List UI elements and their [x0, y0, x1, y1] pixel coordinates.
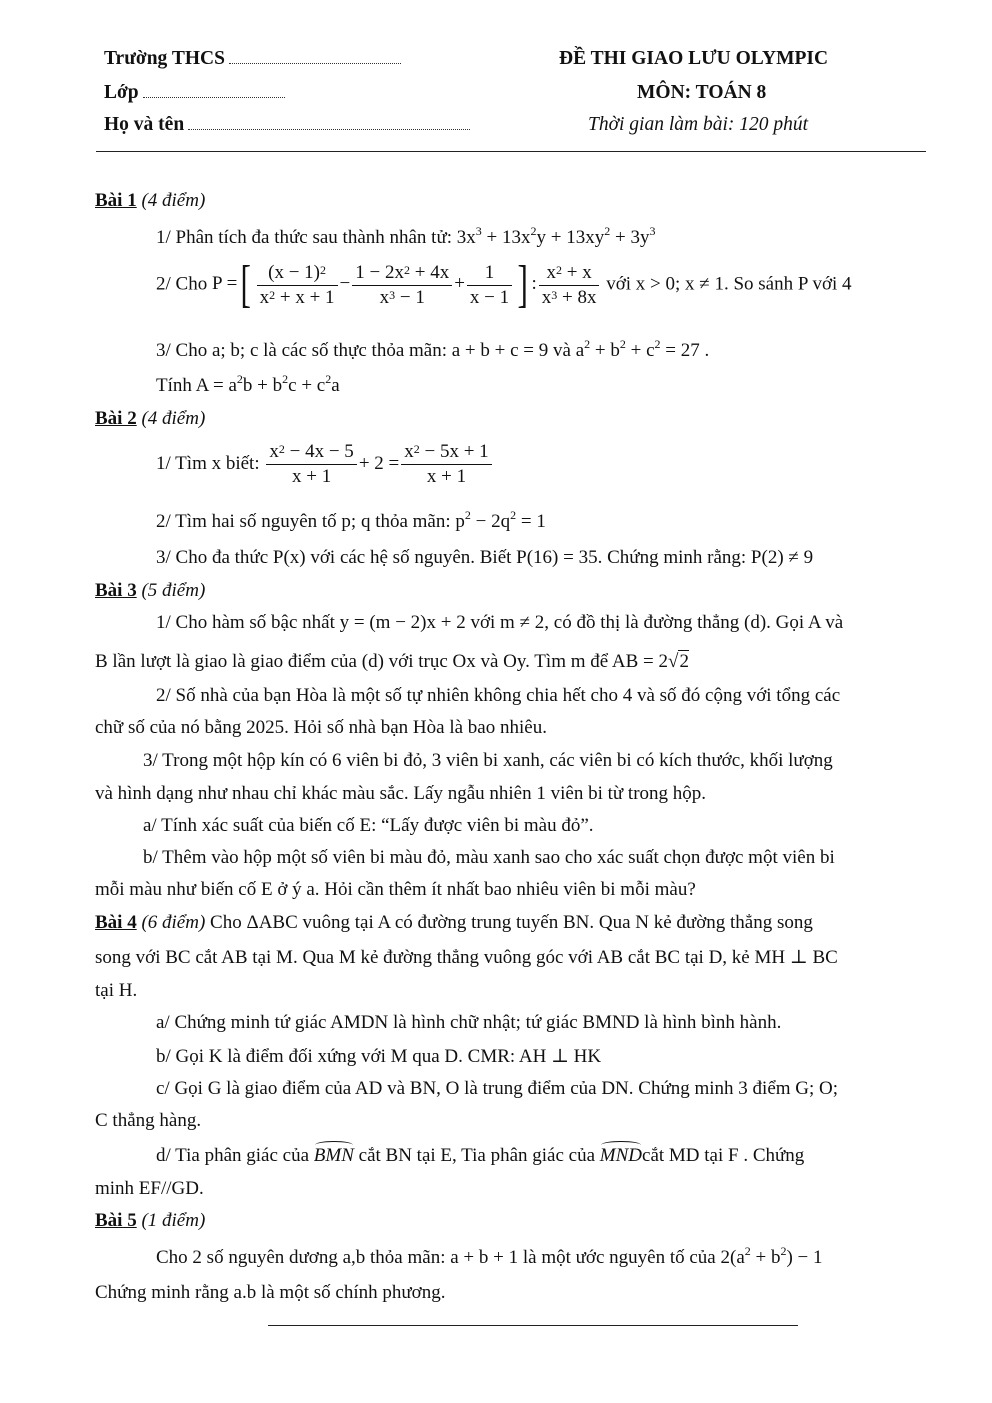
bai2-q1: 1/ Tìm x biết: $\frac{x^2 - 4x - 5}{x + 1}$ + 2 = $\frac{x^2 - 5x + 1}{x + 1}$	[156, 440, 494, 489]
bai3-q2-line1: 2/ Số nhà của bạn Hòa là một số tự nhiên không chia hết cho 4 và số đó cộng với tổng các	[156, 685, 841, 706]
name-blank	[188, 115, 470, 130]
bai4-qa: a/ Chứng minh tứ giác AMDN là hình chữ nhật; tứ giác BMND là hình bình hành.	[156, 1012, 782, 1033]
bai1-q1: 1/ Phân tích đa thức sau thành nhân tử: $3x^3 + 13x^2y + 13xy^2 + 3y^3$	[156, 224, 656, 248]
bai1-q1-expr: $3x^3 + 13x^2y + 13xy^2 + 3y^3$	[456, 224, 656, 248]
exam-title: ĐỀ THI GIAO LƯU OLYMPIC	[559, 48, 829, 69]
bai5-heading: Bài 5 (1 điểm)	[95, 1210, 206, 1231]
bai3-q2-line2: chữ số của nó bằng 2025. Hỏi số nhà bạn Hòa là bao nhiêu.	[95, 717, 547, 738]
school-field: Trường THCS	[104, 48, 401, 70]
bai4-qc-line1: c/ Gọi G là giao điểm của AD và BN, O là trung điểm của DN. Chứng minh 3 điểm G; O;	[156, 1078, 839, 1099]
bai1-heading: Bài 1 (4 điểm)	[95, 190, 206, 211]
bai5-line2: Chứng minh rằng a.b là một số chính phương.	[95, 1282, 446, 1303]
bai3-q3-line2: và hình dạng như nhau chỉ khác màu sắc. Lấy ngẫu nhiên 1 viên bi từ trong hộp.	[95, 783, 707, 804]
bai4-qb: b/ Gọi K là điểm đối xứng với M qua D. CMR: AH ⊥ HK	[156, 1046, 602, 1067]
bai4-line1: Bài 4 (6 điểm) Cho ΔABC vuông tại A có đường trung tuyến BN. Qua N kẻ đường thẳng song	[95, 912, 813, 933]
class-field: Lớp	[104, 82, 285, 104]
footer-divider	[268, 1325, 798, 1326]
bai4-qc-line2: C thẳng hàng.	[95, 1110, 202, 1131]
bai4-line3: tại H.	[95, 980, 138, 1001]
bai3-q1-line2: B lần lượt là giao là giao điểm của (d) với trục Ox và Oy. Tìm m để AB = 2√2	[95, 651, 689, 672]
angle-mnd: MND	[599, 1145, 643, 1166]
bai1-q2: 2/ Cho P =[ $\frac{(x - 1)^2}{x^2 + x + 1}$ − $\frac{1 - 2x^2 + 4x}{x^3 - 1}$ + $\frac{1}{x - 1}$ ] : $\frac{x^2 + x}{x^3 + 8x}$ với x > 0; x ≠ 1. So sánh P với 4	[156, 256, 852, 313]
bai1-q2-expr: P =[ $\frac{(x - 1)^2}{x^2 + x + 1}$ − $\frac{1 - 2x^2 + 4x}{x^3 - 1}$ + $\frac{1}{x - 1}$ ] : $\frac{x^2 + x}{x^3 + 8x}$	[212, 273, 602, 294]
bai3-heading: Bài 3 (5 điểm)	[95, 580, 206, 601]
bai2-q1-equation: $\frac{x^2 - 4x - 5}{x + 1}$ + 2 = $\frac{x^2 - 5x + 1}{x + 1}$	[264, 453, 493, 474]
subject: MÔN: TOÁN 8	[637, 82, 767, 103]
bai3-q3a: a/ Tính xác suất của biến cố E: “Lấy được viên bi màu đỏ”.	[143, 815, 594, 836]
bai4-qd-line1: d/ Tia phân giác của BMN cắt BN tại E, Tia phân giác của MNDcắt MD tại F . Chứng	[156, 1145, 805, 1166]
bai2-heading: Bài 2 (4 điểm)	[95, 408, 206, 429]
bai2-q2: 2/ Tìm hai số nguyên tố p; q thỏa mãn: $p^2 - 2q^2 = 1$	[156, 508, 546, 532]
exam-time: Thời gian làm bài: 120 phút	[588, 114, 809, 135]
class-blank	[143, 83, 285, 98]
bai3-q3-line1: 3/ Trong một hộp kín có 6 viên bi đỏ, 3 viên bi xanh, các viên bi có kích thước, khối lượng	[143, 750, 833, 771]
angle-bmn: BMN	[313, 1145, 354, 1166]
bai4-line2: song với BC cắt AB tại M. Qua M kẻ đường thẳng vuông góc với AB cắt BC tại D, kẻ MH ⊥ BC	[95, 947, 838, 968]
name-field: Họ và tên	[104, 114, 470, 136]
school-blank	[229, 49, 401, 64]
bai3-q3b-line2: mỗi màu như biến cố E ở ý a. Hỏi cần thêm ít nhất bao nhiêu viên bi mỗi màu?	[95, 879, 696, 900]
bai4-qd-line2: minh EF//GD.	[95, 1178, 204, 1199]
header-divider	[96, 151, 926, 152]
bai2-q3: 3/ Cho đa thức P(x) với các hệ số nguyên. Biết P(16) = 35. Chứng minh rằng: P(2) ≠ 9	[156, 547, 814, 568]
bai3-q1-line1: 1/ Cho hàm số bậc nhất y = (m − 2)x + 2 với m ≠ 2, có đồ thị là đường thẳng (d). Gọi A và	[156, 612, 844, 633]
bai1-q3-compute: Tính $A = a^2b + b^2c + c^2a$	[156, 372, 340, 396]
bai5-line1: Cho 2 số nguyên dương a,b thỏa mãn: a + b + 1 là một ước nguyên tố của $2(a^2 + b^2) - 1$	[156, 1244, 823, 1268]
bai3-q3b-line1: b/ Thêm vào hộp một số viên bi màu đỏ, màu xanh sao cho xác suất chọn được một viên bi	[143, 847, 835, 868]
bai1-q3: 3/ Cho a; b; c là các số thực thỏa mãn: a + b + c = 9 và $a^2 + b^2 + c^2 = 27$ .	[156, 337, 710, 361]
